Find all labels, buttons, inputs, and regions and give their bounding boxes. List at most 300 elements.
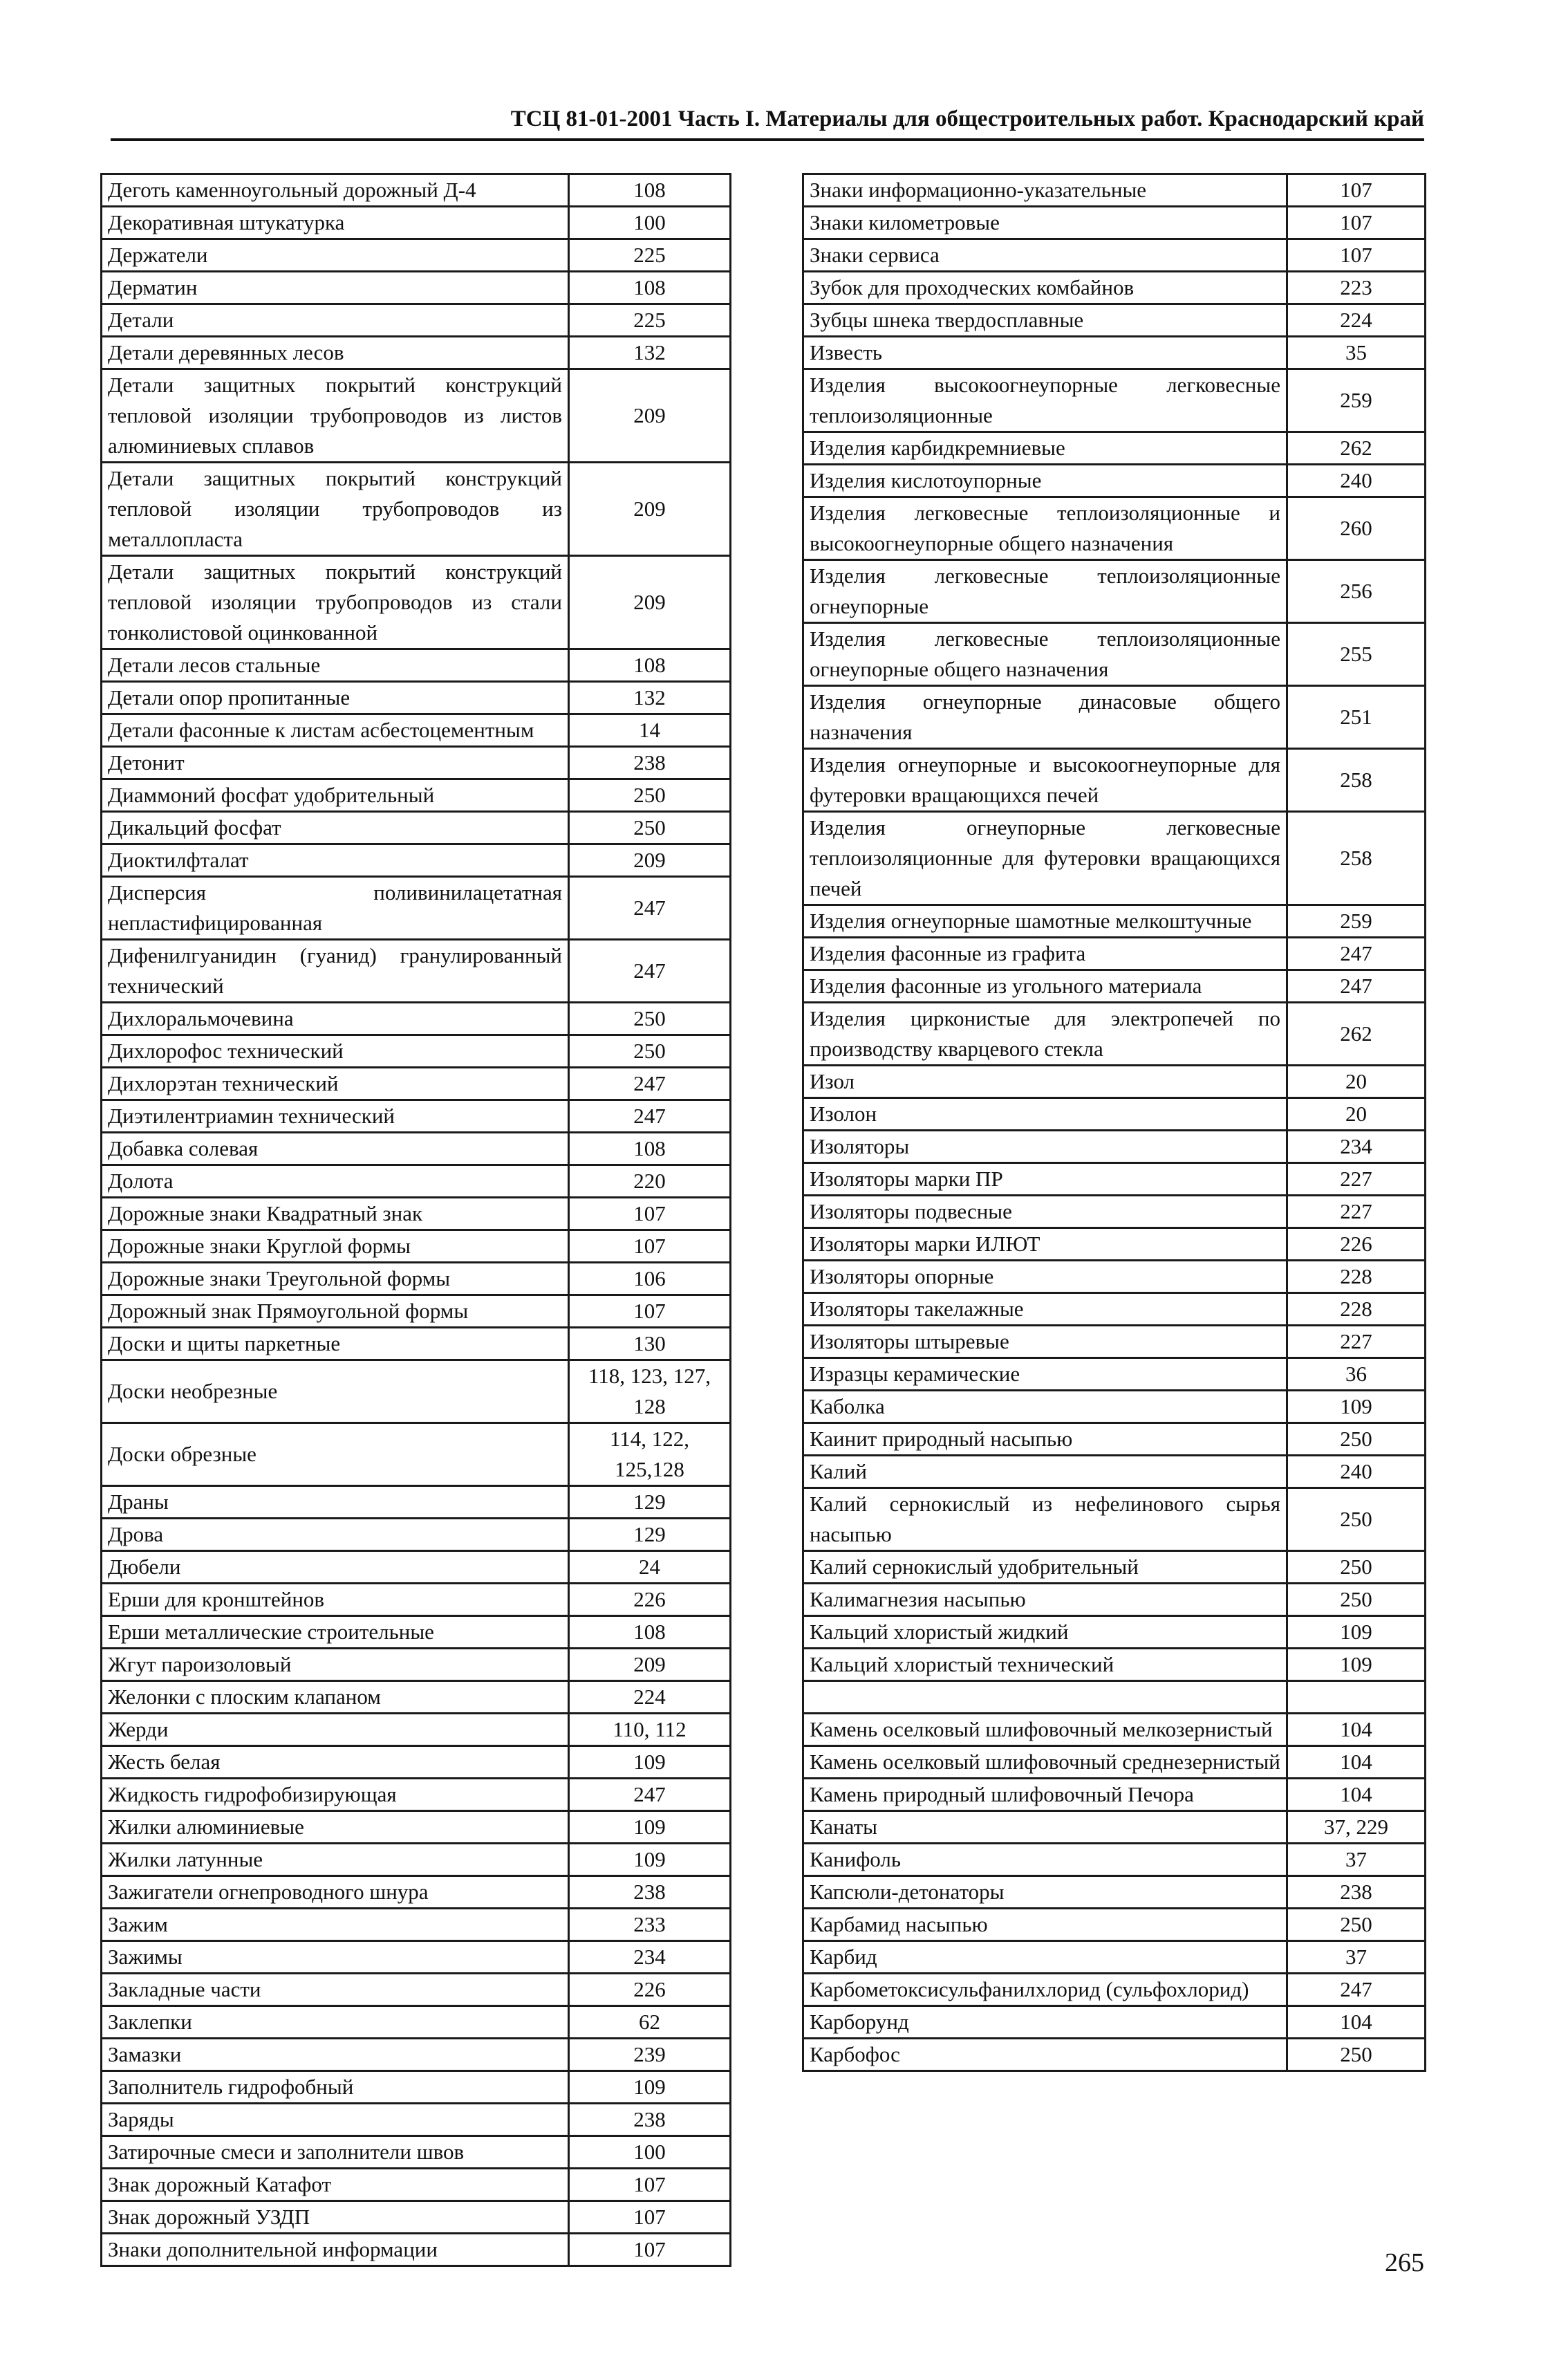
index-row xyxy=(102,369,731,463)
index-row xyxy=(803,1228,1426,1261)
index-row xyxy=(102,2234,731,2266)
material-name: Карбамид насыпью xyxy=(803,1909,1287,1941)
index-row xyxy=(102,463,731,556)
page-reference: 262 xyxy=(1287,432,1426,465)
page-reference: 238 xyxy=(569,2104,731,2136)
material-name: Долота xyxy=(102,1165,569,1198)
page-reference: 247 xyxy=(1287,1974,1426,2006)
page-reference: 227 xyxy=(1287,1326,1426,1358)
index-row xyxy=(102,714,731,747)
page-reference: 234 xyxy=(569,1941,731,1974)
page-reference: 250 xyxy=(1287,1488,1426,1551)
page-reference: 107 xyxy=(569,2169,731,2201)
index-row xyxy=(102,1551,731,1584)
index-row xyxy=(102,1198,731,1230)
index-row xyxy=(803,1098,1426,1131)
material-name: Изделия фасонные из угольного материала xyxy=(803,970,1287,1003)
material-name: Дрова xyxy=(102,1519,569,1551)
page-reference: 239 xyxy=(569,2039,731,2071)
index-row xyxy=(102,304,731,337)
index-row xyxy=(102,1616,731,1649)
material-name: Дихлорофос технический xyxy=(102,1035,569,1068)
page-reference: 227 xyxy=(1287,1196,1426,1228)
material-name: Известь xyxy=(803,337,1287,369)
material-name: Добавка солевая xyxy=(102,1133,569,1165)
material-name: Изделия огнеупорные и высокоогнеупорные для футеровки вращающихся печей xyxy=(803,749,1287,812)
index-row xyxy=(102,1295,731,1328)
index-row xyxy=(803,905,1426,938)
material-name: Калий сернокислый удобрительный xyxy=(803,1551,1287,1584)
index-row xyxy=(803,1649,1426,1681)
index-row xyxy=(803,1941,1426,1974)
page-number: 265 xyxy=(1385,2248,1424,2277)
material-name: Изоляторы марки ИЛЮТ xyxy=(803,1228,1287,1261)
page-reference: 250 xyxy=(1287,1551,1426,1584)
material-name: Детали xyxy=(102,304,569,337)
material-name: Изделия фасонные из графита xyxy=(803,938,1287,970)
material-name: Драны xyxy=(102,1486,569,1519)
index-row xyxy=(102,2071,731,2104)
index-row xyxy=(803,1779,1426,1811)
index-row xyxy=(102,1649,731,1681)
page-reference: 226 xyxy=(569,1584,731,1616)
material-name: Диаммоний фосфат удобрительный xyxy=(102,779,569,812)
index-row xyxy=(102,2169,731,2201)
material-name: Зажигатели огнепроводного шнура xyxy=(102,1876,569,1909)
material-name: Канаты xyxy=(803,1811,1287,1844)
material-name: Жерди xyxy=(102,1714,569,1746)
material-name: Изоляторы такелажные xyxy=(803,1293,1287,1326)
page-reference: 37 xyxy=(1287,1941,1426,1974)
index-row xyxy=(102,1714,731,1746)
index-row xyxy=(102,1876,731,1909)
index-row xyxy=(803,1488,1426,1551)
material-name: Знак дорожный УЗДП xyxy=(102,2201,569,2234)
page-reference: 247 xyxy=(569,940,731,1003)
page-reference: 251 xyxy=(1287,686,1426,749)
material-name: Заполнитель гидрофобный xyxy=(102,2071,569,2104)
material-name: Детали деревянных лесов xyxy=(102,337,569,369)
index-row xyxy=(803,560,1426,623)
header-rule xyxy=(111,138,1424,141)
material-name: Изделия огнеупорные динасовые общего назначения xyxy=(803,686,1287,749)
index-row xyxy=(102,1360,731,1423)
material-name: Диэтилентриамин технический xyxy=(102,1100,569,1133)
page-reference: 129 xyxy=(569,1486,731,1519)
index-row xyxy=(102,1519,731,1551)
index-row xyxy=(102,1003,731,1035)
page-reference: 247 xyxy=(569,1779,731,1811)
page-reference: 37, 229 xyxy=(1287,1811,1426,1844)
index-row xyxy=(102,1133,731,1165)
index-row xyxy=(803,207,1426,239)
page-reference: 250 xyxy=(569,779,731,812)
material-name: Изоляторы опорные xyxy=(803,1261,1287,1293)
material-name: Ерши для кронштейнов xyxy=(102,1584,569,1616)
index-row xyxy=(102,337,731,369)
page-reference: 107 xyxy=(1287,239,1426,272)
index-row xyxy=(102,239,731,272)
index-row xyxy=(803,1326,1426,1358)
index-row xyxy=(803,337,1426,369)
page-reference: 109 xyxy=(569,2071,731,2104)
index-row xyxy=(803,497,1426,560)
material-name: Детали защитных покрытий конструкций тепловой изоляции трубопроводов из листов алюминиевых сплавов xyxy=(102,369,569,463)
material-name: Изделия карбидкремниевые xyxy=(803,432,1287,465)
material-name: Закладные части xyxy=(102,1974,569,2006)
index-row xyxy=(102,174,731,207)
material-name: Кальций хлористый технический xyxy=(803,1649,1287,1681)
page-reference: 109 xyxy=(569,1844,731,1876)
index-row xyxy=(803,1844,1426,1876)
index-row xyxy=(102,2039,731,2071)
material-name: Калимагнезия насыпью xyxy=(803,1584,1287,1616)
index-row xyxy=(102,1681,731,1714)
page-reference: 209 xyxy=(569,463,731,556)
page-reference: 104 xyxy=(1287,1779,1426,1811)
page-reference: 250 xyxy=(569,812,731,844)
page-reference: 100 xyxy=(569,207,731,239)
index-row xyxy=(102,649,731,682)
index-row xyxy=(803,1293,1426,1326)
index-row xyxy=(803,1714,1426,1746)
index-row xyxy=(102,779,731,812)
page-reference: 37 xyxy=(1287,1844,1426,1876)
material-name: Держатели xyxy=(102,239,569,272)
page-reference: 104 xyxy=(1287,1746,1426,1779)
material-name: Камень оселковый шлифовочный мелкозернистый xyxy=(803,1714,1287,1746)
index-row xyxy=(102,1974,731,2006)
index-row xyxy=(102,1035,731,1068)
page-reference xyxy=(1287,1681,1426,1714)
material-name: Калий xyxy=(803,1456,1287,1488)
right-index-table xyxy=(802,173,1426,2072)
index-row xyxy=(102,1584,731,1616)
material-name: Карбофос xyxy=(803,2039,1287,2071)
page-reference: 109 xyxy=(1287,1649,1426,1681)
index-row xyxy=(102,812,731,844)
page-reference: 262 xyxy=(1287,1003,1426,1066)
material-name: Жидкость гидрофобизирующая xyxy=(102,1779,569,1811)
material-name: Жилки алюминиевые xyxy=(102,1811,569,1844)
page-reference: 225 xyxy=(569,239,731,272)
material-name: Знаки дополнительной информации xyxy=(102,2234,569,2266)
material-name: Изделия легковесные теплоизоляционные огнеупорные xyxy=(803,560,1287,623)
page-reference: 109 xyxy=(569,1746,731,1779)
index-row xyxy=(803,174,1426,207)
page-reference: 226 xyxy=(1287,1228,1426,1261)
page-reference: 247 xyxy=(569,1100,731,1133)
material-name: Дифенилгуанидин (гуанид) гранулированный технический xyxy=(102,940,569,1003)
page-reference: 255 xyxy=(1287,623,1426,686)
index-row xyxy=(102,1165,731,1198)
page-reference: 240 xyxy=(1287,1456,1426,1488)
material-name: Изол xyxy=(803,1066,1287,1098)
material-name: Доски обрезные xyxy=(102,1423,569,1486)
page-reference: 109 xyxy=(1287,1616,1426,1649)
page-reference: 224 xyxy=(1287,304,1426,337)
page-reference: 250 xyxy=(569,1003,731,1035)
index-row xyxy=(803,1358,1426,1391)
material-name: Изразцы керамические xyxy=(803,1358,1287,1391)
index-row xyxy=(803,1163,1426,1196)
material-name: Изделия высокоогнеупорные легковесные теплоизоляционные xyxy=(803,369,1287,432)
page-reference: 107 xyxy=(1287,207,1426,239)
page-reference: 104 xyxy=(1287,2006,1426,2039)
page-reference: 238 xyxy=(1287,1876,1426,1909)
index-row xyxy=(803,1391,1426,1423)
page-reference: 228 xyxy=(1287,1261,1426,1293)
material-name: Жилки латунные xyxy=(102,1844,569,1876)
index-row xyxy=(803,304,1426,337)
index-row xyxy=(803,1066,1426,1098)
page-reference: 110, 112 xyxy=(569,1714,731,1746)
index-row xyxy=(803,1456,1426,1488)
material-name: Дерматин xyxy=(102,272,569,304)
material-name: Изоляторы xyxy=(803,1131,1287,1163)
page-reference: 228 xyxy=(1287,1293,1426,1326)
page-reference: 114, 122, 125,128 xyxy=(569,1423,731,1486)
index-row xyxy=(803,465,1426,497)
material-name: Изоляторы подвесные xyxy=(803,1196,1287,1228)
material-name: Знаки сервиса xyxy=(803,239,1287,272)
material-name: Детали защитных покрытий конструкций тепловой изоляции трубопроводов из металлопласта xyxy=(102,463,569,556)
page-reference: 258 xyxy=(1287,749,1426,812)
material-name: Дихлорэтан технический xyxy=(102,1068,569,1100)
material-name: Детали фасонные к листам асбестоцементным xyxy=(102,714,569,747)
index-row xyxy=(102,940,731,1003)
page-reference: 209 xyxy=(569,556,731,649)
index-row xyxy=(102,2201,731,2234)
index-row xyxy=(803,1551,1426,1584)
page-reference: 234 xyxy=(1287,1131,1426,1163)
page-reference: 107 xyxy=(569,1295,731,1328)
page-reference: 247 xyxy=(1287,938,1426,970)
index-row xyxy=(102,1486,731,1519)
material-name: Камень природный шлифовочный Печора xyxy=(803,1779,1287,1811)
material-name: Жгут пароизоловый xyxy=(102,1649,569,1681)
page-reference: 247 xyxy=(569,1068,731,1100)
index-row xyxy=(102,1230,731,1263)
index-row xyxy=(102,747,731,779)
material-name: Камень оселковый шлифовочный среднезернистый xyxy=(803,1746,1287,1779)
material-name: Изделия легковесные теплоизоляционные и высокоогнеупорные общего назначения xyxy=(803,497,1287,560)
page-reference: 259 xyxy=(1287,369,1426,432)
index-row xyxy=(102,2136,731,2169)
material-name: Зажим xyxy=(102,1909,569,1941)
page-reference: 225 xyxy=(569,304,731,337)
page-reference: 209 xyxy=(569,844,731,877)
page-reference: 106 xyxy=(569,1263,731,1295)
material-name: Капсюли-детонаторы xyxy=(803,1876,1287,1909)
material-name: Карбометоксисульфанилхлорид (сульфохлорид) xyxy=(803,1974,1287,2006)
page-reference: 107 xyxy=(1287,174,1426,207)
page-reference: 14 xyxy=(569,714,731,747)
material-name: Зубок для проходческих комбайнов xyxy=(803,272,1287,304)
index-row xyxy=(803,686,1426,749)
page-reference: 226 xyxy=(569,1974,731,2006)
page-reference: 224 xyxy=(569,1681,731,1714)
index-row xyxy=(102,844,731,877)
page-reference: 250 xyxy=(1287,1909,1426,1941)
index-row xyxy=(102,1909,731,1941)
index-row xyxy=(803,812,1426,905)
index-row xyxy=(803,1909,1426,1941)
material-name: Изоляторы штыревые xyxy=(803,1326,1287,1358)
page-reference: 256 xyxy=(1287,560,1426,623)
material-name: Изделия огнеупорные легковесные теплоизоляционные для футеровки вращающихся печей xyxy=(803,812,1287,905)
index-row xyxy=(803,1196,1426,1228)
index-row xyxy=(803,1746,1426,1779)
material-name: Жесть белая xyxy=(102,1746,569,1779)
index-row xyxy=(102,1100,731,1133)
index-row xyxy=(102,877,731,940)
material-name: Замазки xyxy=(102,2039,569,2071)
material-name: Детали опор пропитанные xyxy=(102,682,569,714)
index-row xyxy=(102,272,731,304)
material-name: Каинит природный насыпью xyxy=(803,1423,1287,1456)
page-reference: 250 xyxy=(1287,1423,1426,1456)
material-name: Дихлоральмочевина xyxy=(102,1003,569,1035)
page-reference: 35 xyxy=(1287,337,1426,369)
material-name: Детали защитных покрытий конструкций тепловой изоляции трубопроводов из стали тонколистовой оцинкованной xyxy=(102,556,569,649)
material-name: Дорожные знаки Квадратный знак xyxy=(102,1198,569,1230)
index-row xyxy=(803,1423,1426,1456)
material-name: Изделия огнеупорные шамотные мелкоштучные xyxy=(803,905,1287,938)
page-reference: 107 xyxy=(569,2234,731,2266)
material-name: Детали лесов стальные xyxy=(102,649,569,682)
page-reference: 132 xyxy=(569,337,731,369)
material-name: Декоративная штукатурка xyxy=(102,207,569,239)
material-name: Желонки с плоским клапаном xyxy=(102,1681,569,1714)
index-row xyxy=(803,970,1426,1003)
index-row xyxy=(102,207,731,239)
material-name: Дорожные знаки Треугольной формы xyxy=(102,1263,569,1295)
material-name: Диоктилфталат xyxy=(102,844,569,877)
running-header: ТСЦ 81-01-2001 Часть I. Материалы для общестроительных работ. Краснодарский край xyxy=(510,106,1424,131)
material-name: Изолон xyxy=(803,1098,1287,1131)
index-row xyxy=(102,2006,731,2039)
page-reference: 250 xyxy=(1287,1584,1426,1616)
index-row xyxy=(803,369,1426,432)
index-row xyxy=(803,1003,1426,1066)
page-reference: 130 xyxy=(569,1328,731,1360)
index-row xyxy=(102,1423,731,1486)
page-reference: 220 xyxy=(569,1165,731,1198)
material-name: Кальций хлористый жидкий xyxy=(803,1616,1287,1649)
page-reference: 20 xyxy=(1287,1098,1426,1131)
page-reference: 223 xyxy=(1287,272,1426,304)
page-reference: 118, 123, 127, 128 xyxy=(569,1360,731,1423)
material-name: Детонит xyxy=(102,747,569,779)
page-reference: 109 xyxy=(569,1811,731,1844)
material-name: Доски необрезные xyxy=(102,1360,569,1423)
page-reference: 209 xyxy=(569,1649,731,1681)
material-name: Дисперсия поливинилацетатная непластифицированная xyxy=(102,877,569,940)
material-name: Дикальций фосфат xyxy=(102,812,569,844)
page-reference: 107 xyxy=(569,1230,731,1263)
index-row xyxy=(803,1584,1426,1616)
index-row xyxy=(102,1779,731,1811)
page-reference: 259 xyxy=(1287,905,1426,938)
page-reference: 24 xyxy=(569,1551,731,1584)
page-reference: 247 xyxy=(1287,970,1426,1003)
material-name: Изделия цирконистые для электропечей по производству кварцевого стекла xyxy=(803,1003,1287,1066)
page-reference: 20 xyxy=(1287,1066,1426,1098)
material-name: Изделия кислотоупорные xyxy=(803,465,1287,497)
index-row xyxy=(803,1681,1426,1714)
index-row xyxy=(102,1263,731,1295)
material-name: Зажимы xyxy=(102,1941,569,1974)
index-row xyxy=(803,432,1426,465)
material-name xyxy=(803,1681,1287,1714)
index-row xyxy=(803,2039,1426,2071)
page-reference: 108 xyxy=(569,1133,731,1165)
index-row xyxy=(803,2006,1426,2039)
material-name: Ерши металлические строительные xyxy=(102,1616,569,1649)
material-name: Дорожные знаки Круглой формы xyxy=(102,1230,569,1263)
material-name: Изоляторы марки ПР xyxy=(803,1163,1287,1196)
material-name: Зубцы шнека твердосплавные xyxy=(803,304,1287,337)
index-row xyxy=(102,1844,731,1876)
page-reference: 260 xyxy=(1287,497,1426,560)
page-reference: 238 xyxy=(569,1876,731,1909)
index-row xyxy=(102,1746,731,1779)
index-row xyxy=(803,1131,1426,1163)
index-row xyxy=(102,1811,731,1844)
material-name: Калий сернокислый из нефелинового сырья насыпью xyxy=(803,1488,1287,1551)
page-reference: 132 xyxy=(569,682,731,714)
left-index-table xyxy=(100,173,731,2267)
page-reference: 250 xyxy=(1287,2039,1426,2071)
page-reference: 100 xyxy=(569,2136,731,2169)
index-row xyxy=(102,1941,731,1974)
page-reference: 109 xyxy=(1287,1391,1426,1423)
page-reference: 247 xyxy=(569,877,731,940)
page-reference: 62 xyxy=(569,2006,731,2039)
index-row xyxy=(803,1261,1426,1293)
material-name: Каболка xyxy=(803,1391,1287,1423)
material-name: Дорожный знак Прямоугольной формы xyxy=(102,1295,569,1328)
page-reference: 107 xyxy=(569,2201,731,2234)
page-reference: 108 xyxy=(569,272,731,304)
index-row xyxy=(803,749,1426,812)
page-reference: 240 xyxy=(1287,465,1426,497)
index-row xyxy=(803,239,1426,272)
index-row xyxy=(803,938,1426,970)
index-row xyxy=(102,682,731,714)
page-reference: 108 xyxy=(569,649,731,682)
material-name: Затирочные смеси и заполнители швов xyxy=(102,2136,569,2169)
material-name: Знаки километровые xyxy=(803,207,1287,239)
material-name: Изделия легковесные теплоизоляционные огнеупорные общего назначения xyxy=(803,623,1287,686)
index-row xyxy=(102,1328,731,1360)
page-reference: 36 xyxy=(1287,1358,1426,1391)
index-row xyxy=(803,623,1426,686)
index-row xyxy=(803,1811,1426,1844)
page-reference: 108 xyxy=(569,174,731,207)
index-row xyxy=(102,556,731,649)
page-reference: 250 xyxy=(569,1035,731,1068)
page-reference: 233 xyxy=(569,1909,731,1941)
index-row xyxy=(803,1974,1426,2006)
index-row xyxy=(803,1616,1426,1649)
material-name: Доски и щиты паркетные xyxy=(102,1328,569,1360)
material-name: Деготь каменноугольный дорожный Д-4 xyxy=(102,174,569,207)
page-reference: 107 xyxy=(569,1198,731,1230)
page-reference: 209 xyxy=(569,369,731,463)
page-reference: 227 xyxy=(1287,1163,1426,1196)
